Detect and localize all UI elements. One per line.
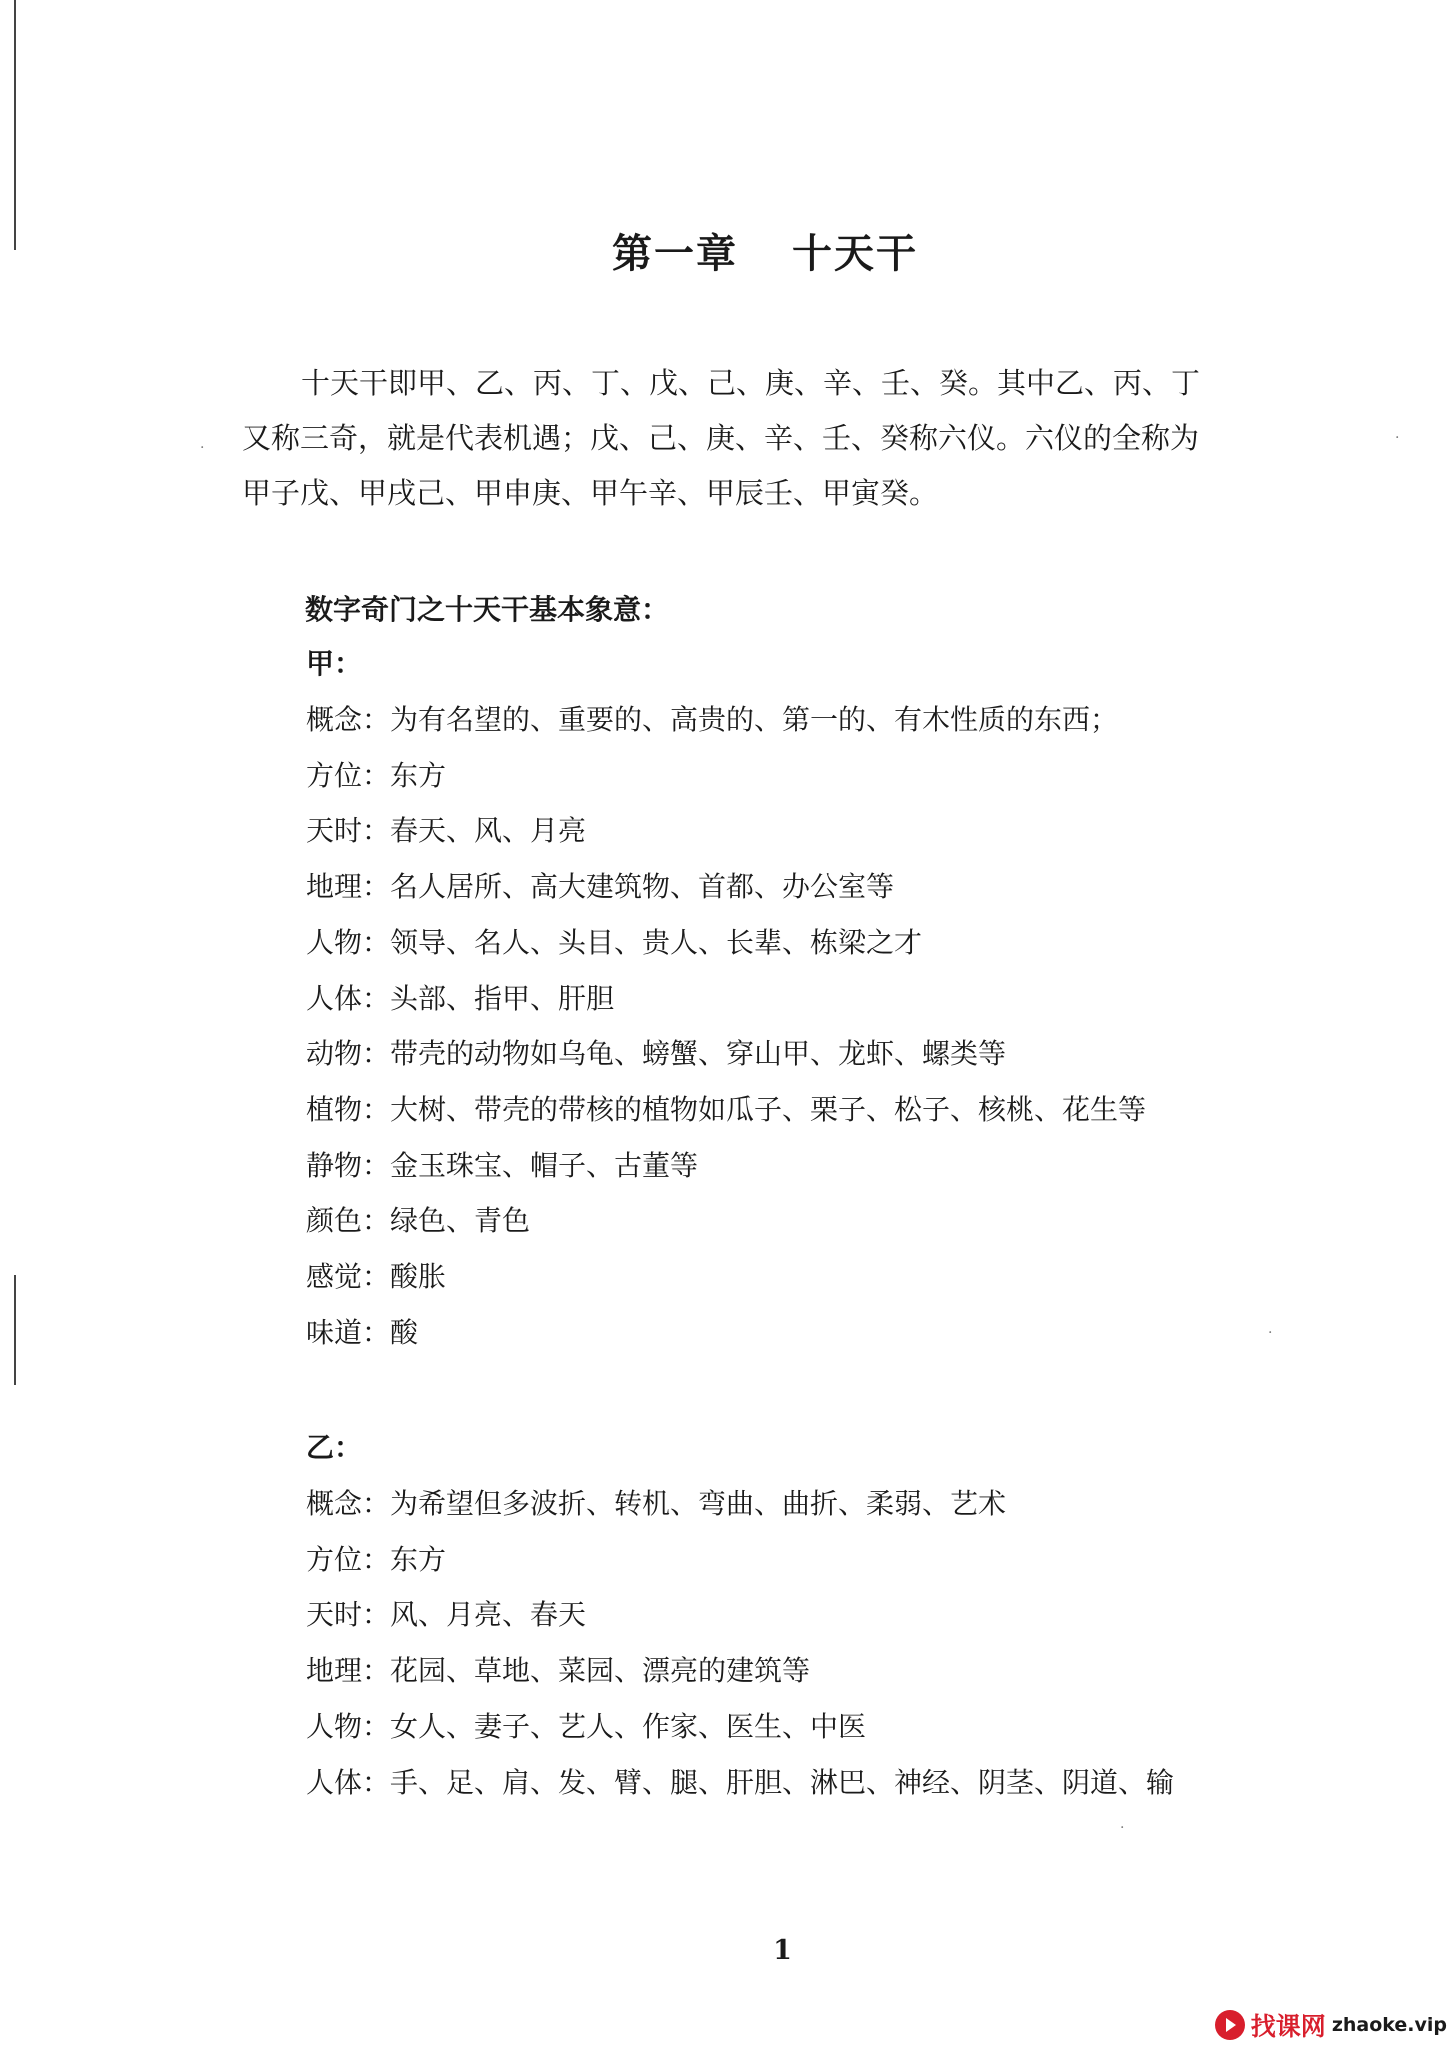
attribute-row: 天时：风、月亮、春天: [306, 1598, 587, 1632]
scan-speck: ·: [200, 440, 205, 456]
attribute-list: [306, 1476, 1174, 1810]
attribute-row: 人物：女人、妻子、艺人、作家、医生、中医: [306, 1709, 867, 1743]
chapter-name: 十天干: [792, 230, 918, 277]
chapter-title: [0, 222, 1451, 279]
intro-line-1: 十天干即甲、乙、丙、丁、戊、己、庚、辛、壬、癸。其中乙、丙、丁: [301, 366, 1201, 400]
stem-block-jia: [306, 636, 1146, 1360]
attribute-row: 方位：东方: [306, 758, 447, 792]
intro-line-3: 甲子戊、甲戌己、甲申庚、甲午辛、甲辰壬、甲寅癸。: [242, 476, 939, 510]
attribute-row: 地理：名人居所、高大建筑物、首都、办公室等: [306, 870, 895, 904]
attribute-row: 天时：春天、风、月亮: [306, 814, 587, 848]
attribute-row: 静物：金玉珠宝、帽子、古董等: [306, 1148, 699, 1182]
intro-paragraph: [242, 356, 1218, 521]
attribute-row: 感觉：酸胀: [306, 1260, 447, 1294]
stem-block-yi: [306, 1420, 1174, 1810]
scan-edge-top: [14, 0, 16, 250]
attribute-row: 概念：为希望但多波折、转机、弯曲、曲折、柔弱、艺术: [306, 1487, 1007, 1520]
section-heading: 数字奇门之十天干基本象意：: [305, 593, 670, 626]
page-number: 1: [773, 1935, 792, 1966]
intro-line-2: 又称三奇，就是代表机遇；戊、己、庚、辛、壬、癸称六仪。六仪的全称为: [242, 421, 1200, 455]
scan-speck: ·: [1395, 430, 1400, 446]
scan-speck: ·: [1268, 1325, 1273, 1341]
scan-edge-bottom: [14, 1275, 16, 1385]
stem-title: 甲：: [306, 647, 363, 680]
attribute-row: 人体：手、足、肩、发、臂、腿、肝胆、淋巴、神经、阴茎、阴道、输: [306, 1765, 1175, 1799]
watermark: [1215, 2003, 1447, 2047]
watermark-url: zhaoke.vip: [1331, 2014, 1447, 2036]
attribute-row: 植物：大树、带壳的带核的植物如瓜子、栗子、松子、核桃、花生等: [306, 1092, 1147, 1126]
attribute-row: 方位：东方: [306, 1542, 447, 1576]
watermark-brand: 找课网: [1250, 2012, 1326, 2041]
attribute-row: 颜色：绿色、青色: [306, 1204, 531, 1238]
attribute-row: 人体：头部、指甲、肝胆: [306, 981, 615, 1015]
attribute-row: 人物：领导、名人、头目、贵人、长辈、栋梁之才: [306, 925, 923, 959]
attribute-row: 味道：酸: [306, 1315, 419, 1349]
scan-speck: ·: [1120, 1820, 1125, 1836]
play-icon: [1215, 2010, 1245, 2040]
attribute-row: 地理：花园、草地、菜园、漂亮的建筑等: [306, 1654, 811, 1688]
attribute-row: 动物：带壳的动物如乌龟、螃蟹、穿山甲、龙虾、螺类等: [306, 1037, 1007, 1071]
stem-title: 乙：: [306, 1431, 363, 1464]
attribute-row: 概念：为有名望的、重要的、高贵的、第一的、有木性质的东西；: [306, 703, 1119, 736]
chapter-number: 第一章: [612, 230, 738, 277]
attribute-list: [306, 692, 1146, 1360]
